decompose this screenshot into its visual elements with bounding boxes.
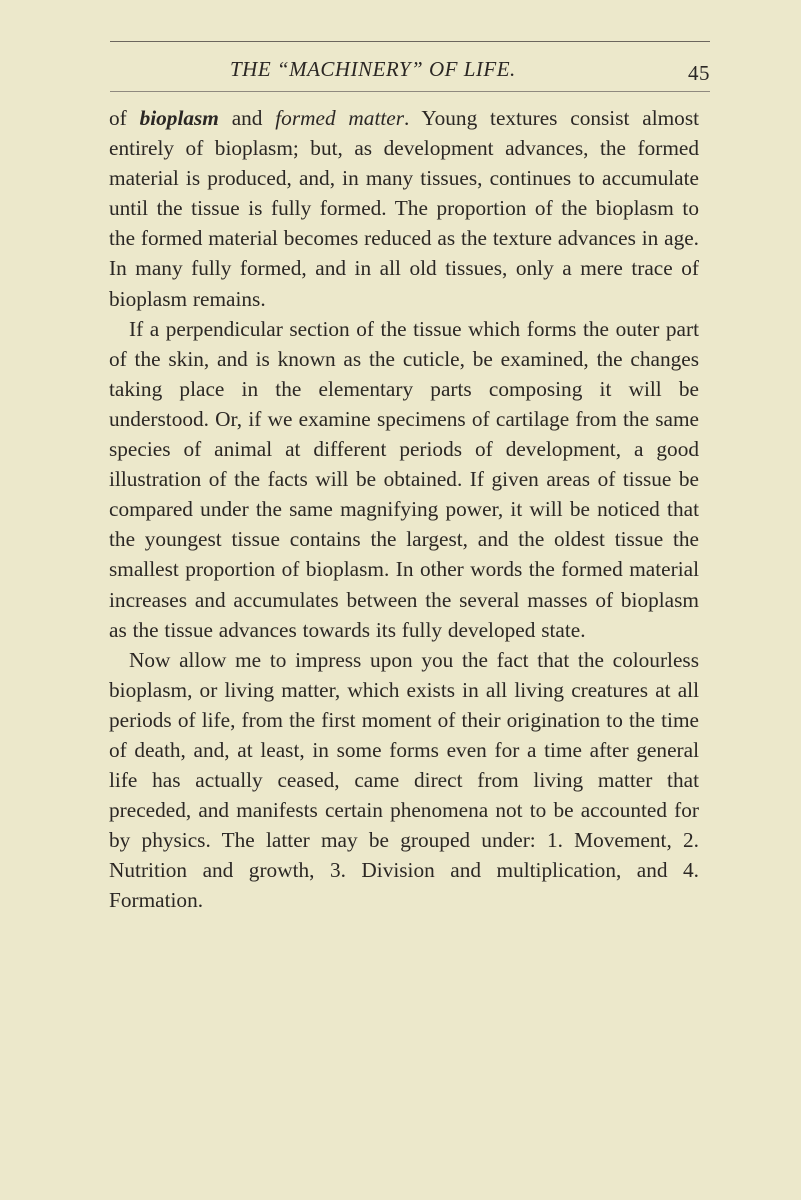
header-bottom-rule bbox=[110, 91, 710, 92]
body-text bbox=[109, 103, 699, 916]
paragraph-3: Now allow me to impress upon you the fact that the colourless bioplasm, or living matter, which exists in all living creatures at all periods of life, from the first moment of their origination to the time of death, and, at least, in some forms even for a time after general life has actually ceased, came direct from living matter that preceded, and manifests certain phenomena not to be accounted for by physics. The latter may be grouped under: 1. Movement, 2. Nutrition and growth, 3. Division and multiplication, and 4. Formation. bbox=[109, 647, 699, 913]
paragraph-1-prefix: of bbox=[109, 106, 127, 130]
page-number: 45 bbox=[688, 61, 710, 85]
header-top-rule bbox=[110, 41, 710, 42]
paragraph-1 bbox=[109, 103, 699, 314]
term-formed-matter: formed matter bbox=[275, 106, 405, 130]
paragraph-2: If a perpendicular section of the tissue which forms the outer part of the skin, and is known as the cuticle, be examined, the changes taking place in the elementary parts composing it will be understood. Or, if we examine specimens of cartilage from the same species of animal at different periods of development, a good illustration of the facts will be obtained. If given areas of tissue be compared under the same magnifying power, it will be noticed that the youngest tissue contains the largest, and the oldest tissue the smallest proportion of bioplasm. In other words the formed material increases and accumulates between the several masses of bioplasm as the tissue advances towards its fully developed state. bbox=[109, 316, 699, 642]
paragraph-1-text: . Young textures consist almost entirely of bioplasm; but, as development advances, the formed material is produced, and, in many tissues, continues to accumulate until the tissue is fully formed. The proportion of the bioplasm to the formed material becomes reduced as the texture advances in age. In many fully formed, and in all old tissues, only a mere trace of bioplasm remains. bbox=[109, 106, 700, 311]
paragraph-1-and: and bbox=[231, 106, 263, 130]
term-bioplasm: bioplasm bbox=[139, 106, 219, 130]
running-title: THE “MACHINERY” OF LIFE. bbox=[230, 57, 516, 81]
running-header bbox=[110, 57, 710, 91]
